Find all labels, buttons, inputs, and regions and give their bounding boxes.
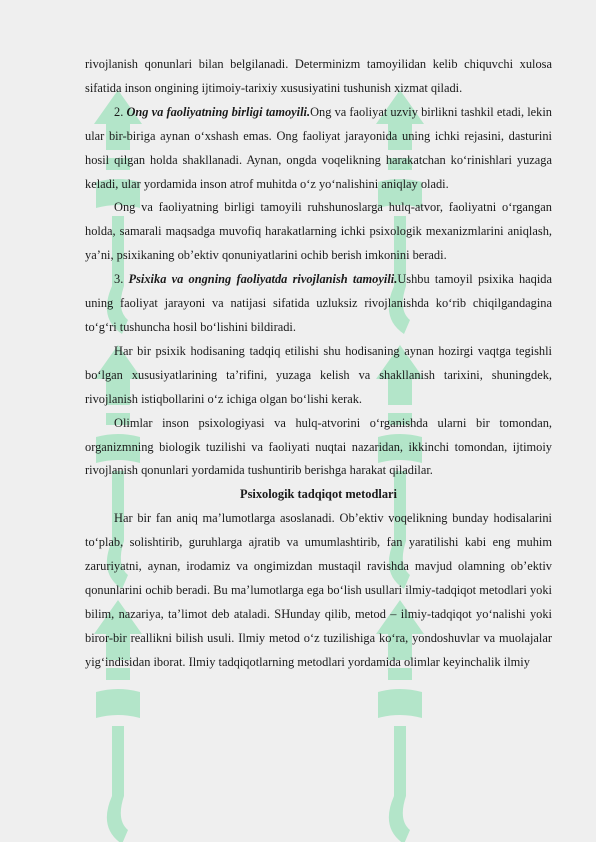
paragraph-principle-3-continuation [85,340,552,412]
section-heading: Psixologik tadqiqot metodlari [240,487,397,502]
paragraph-text: Ong va faoliyatning birligi tamoyili ruhshunoslarga hulq-atvor, faoliyatni o‘rgangan holda, samarali maqsadga muvofiq harakatlarning ichki psixologik mexanizmlarini aniqlash, ya’ni, psixikaning ob’ektiv qonuniyatlarini ochib berish imkonini beradi. [85,200,552,263]
paragraph-text: rivojlanish qonunlari bilan belgilanadi. Determinizm tamoyilidan kelib chiquvchi xulosa sifatida inson ongining ijtimoiy-tarixiy xususiyatini tushunish xizmat qiladi. [85,57,552,95]
principle-title: Ong va faoliyatning birligi tamoyili. [126,104,311,119]
paragraph-principle-2-continuation [85,196,552,268]
paragraph-text: Olimlar inson psixologiyasi va hulq-atvorini o‘rganishda ularni bir tomondan, organizmning biologik tuzilishi va faoliyati nuqtai nazaridan, ikkinchi tomondan, ijtimoiy rivojlanish qonunlari yordamida tushuntirib berishga harakat qiladilar. [85,415,552,478]
paragraph-principle-3 [85,268,552,340]
body-text [85,53,552,675]
principle-number: 2. [114,104,124,119]
paragraph-text: Har bir fan aniq ma’lumotlarga asoslanadi. Ob’ektiv voqelikning bunday hodisalarini to‘plab, solishtirib, guruhlarga ajratib va umumlashtirib, fan yaratilishi kabi eng muhim zaruriyatni, aynan, irodamiz va ongimizdan mustaqil ravishda mavjud olamning ob’ektiv qonunlarini ochib beradi. Bu ma’lumotlarga ega bo‘lish usullari ilmiy-tadqiqot metodlari yoki bilim, nazariya, ta’limot deb ataladi. SHunday qilib, metod – ilmiy-tadqiqot yo‘nalishi yoki biror-bir reallikni bilish usuli. Ilmiy metod o‘z tuzilishiga ko‘ra, yondoshuvlar va muolajalar yig‘indisidan iborat. Ilmiy tadqiqotlarning metodlari yordamida olimlar keyinchalik ilmiy [85,511,552,669]
principle-number: 3. [114,272,124,287]
paragraph-text: Har bir psixik hodisaning tadqiq etilishi shu hodisaning aynan hozirgi vaqtga tegishli bo‘lgan xususiyatlarining ta’rifini, yuzaga kelish va shakllanish tarixini, shuningdek, rivojlanish istiqbollarini o‘z ichiga olgan bo‘lishi kerak. [85,343,552,406]
paragraph-principle-2 [85,101,552,197]
paragraph-text: Ushbu tamoyil psixika haqida uning faoliyat jarayoni va natijasi sifatida uzluksiz rivojlanishda ko‘rib chiqilgandagina to‘g‘ri tushuncha hosil bo‘lishini bildiradi. [85,272,553,334]
principle-title: Psixika va ongning faoliyatda rivojlanish tamoyili. [128,272,398,287]
paragraph-text: Ong va faoliyat uzviy birlikni tashkil etadi, lekin ular bir-biriga aynan o‘xshash emas. Ong faoliyat jarayonida uning ichki rejasini, dasturini hosil qilgan holda shakllanadi. Aynan, ongda voqelikning harakatchan ko‘rinishlari yuzaga keladi, ular yordamida inson atrof muhitda o‘z yo‘nalishini aniqlay oladi. [85,104,552,191]
paragraph-scientists [85,412,552,484]
paragraph-continuation [85,53,552,101]
paragraph-methods [85,507,552,674]
